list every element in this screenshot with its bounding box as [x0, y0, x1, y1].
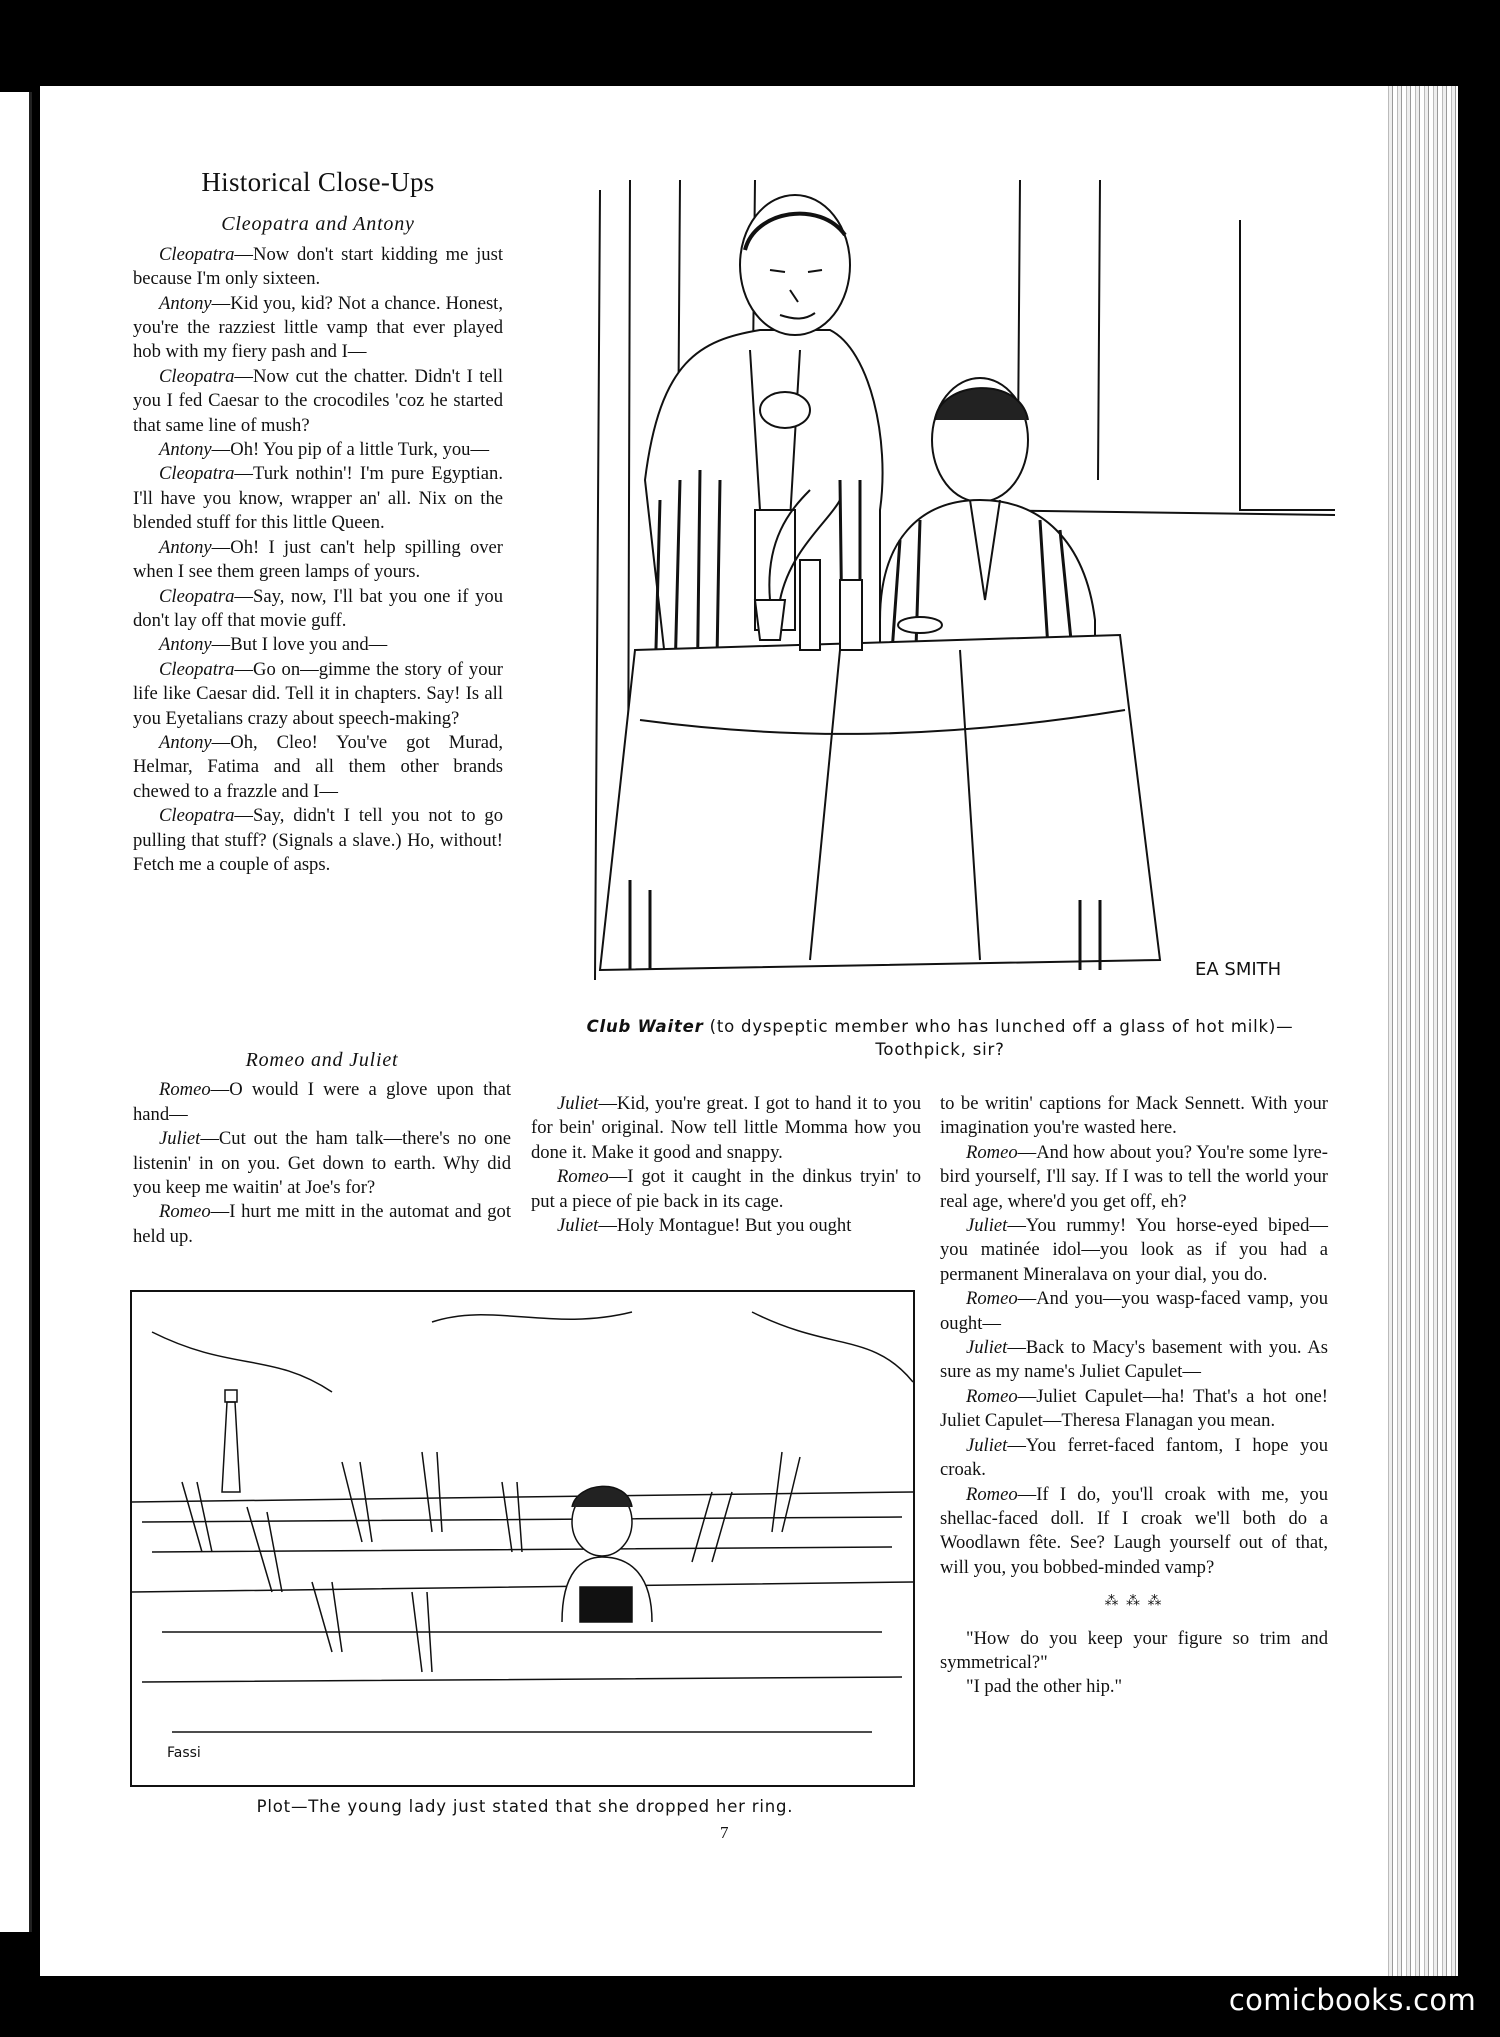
- section-divider-stars: ⁂ ⁂ ⁂: [1104, 1594, 1164, 1610]
- speaker-name: Juliet: [966, 1215, 1008, 1237]
- speaker-name: Antony: [159, 292, 212, 314]
- caption-speaker: Club Waiter: [586, 1017, 704, 1036]
- dialogue-romeo-juliet-part3: [940, 1141, 1328, 1580]
- dialogue-line: [531, 1092, 921, 1165]
- dialogue-text: —O would I were a glove upon that hand—: [133, 1079, 511, 1125]
- dialogue-text: —Oh! I just can't help spilling over when I see them green lamps of yours.: [133, 536, 503, 583]
- dialogue-text: —Holy Montague! But you ought: [598, 1215, 852, 1237]
- site-watermark: comicbooks.com: [1228, 1983, 1476, 2017]
- speaker-name: Romeo: [159, 1201, 211, 1223]
- dialogue-line: [133, 804, 503, 877]
- speaker-name: Romeo: [966, 1288, 1018, 1310]
- speaker-name: Antony: [159, 731, 212, 753]
- dialogue-text: —Now cut the chatter. Didn't I tell you I fed Caesar to the crocodiles 'coz he started that same line of mush?: [133, 365, 503, 436]
- speaker-name: Romeo: [966, 1483, 1018, 1505]
- speaker-name: Juliet: [557, 1215, 599, 1237]
- dialogue-line: [133, 462, 503, 535]
- club-waiter-drawing: [540, 180, 1335, 1005]
- dialogue-text: —Now don't start kidding me just because I'm only sixteen.: [133, 243, 503, 290]
- dialogue-line: [940, 1336, 1328, 1385]
- speaker-name: Cleopatra: [159, 805, 235, 827]
- speaker-name: Antony: [159, 536, 212, 558]
- dialogue-line: [940, 1287, 1328, 1336]
- section-title-cleopatra: Cleopatra and Antony: [221, 213, 415, 236]
- speaker-name: Cleopatra: [159, 463, 235, 485]
- dialogue-text: —You rummy! You horse-eyed biped—you matinée idol—you look as if you had a permanent Mineralava on your dial, you do.: [940, 1215, 1328, 1285]
- dialogue-line: [133, 658, 503, 731]
- dialogue-romeo-juliet-part1: [133, 1078, 511, 1249]
- speaker-name: Romeo: [966, 1385, 1018, 1407]
- caption-punchline: Toothpick, sir?: [875, 1040, 1005, 1059]
- article-column-1: [133, 167, 503, 877]
- article-column-2: [531, 1092, 921, 1238]
- speaker-name: Juliet: [966, 1434, 1008, 1456]
- dialogue-line: [133, 438, 503, 462]
- dialogue-text: —Go on—gimme the story of your life like Caesar did. Tell it in chapters. Say! Is all you Eyetalians crazy about speech-making?: [133, 658, 503, 729]
- dialogue-line: [940, 1214, 1328, 1287]
- speaker-name: Antony: [159, 439, 212, 461]
- dialogue-line: [531, 1165, 921, 1214]
- dialogue-cleopatra-antony: [133, 243, 503, 878]
- dialogue-line: [531, 1214, 921, 1238]
- dialogue-text: —And you—you wasp-faced vamp, you ought—: [940, 1288, 1328, 1334]
- artist-signature-1: EA SMITH: [1195, 959, 1282, 980]
- dialogue-text: —Oh, Cleo! You've got Murad, Helmar, Fatima and all them other brands chewed to a frazzle and I—: [133, 731, 503, 802]
- dialogue-line: [133, 633, 503, 657]
- speaker-name: Romeo: [159, 1079, 211, 1101]
- dialogue-text: —Kid you, kid? Not a chance. Honest, you're the razziest little vamp that ever played hob with my fiery pash and I—: [133, 292, 503, 363]
- speaker-name: Cleopatra: [159, 658, 235, 680]
- speaker-name: Juliet: [557, 1093, 599, 1114]
- dialogue-text: —Juliet Capulet—ha! That's a hot one! Juliet Capulet—Theresa Flanagan you mean.: [940, 1385, 1328, 1432]
- dialogue-line: [133, 1078, 511, 1127]
- page-stack-edge: [1384, 86, 1458, 1976]
- speaker-name: Cleopatra: [159, 365, 235, 387]
- dialogue-text: —Back to Macy's basement with you. As sure as my name's Juliet Capulet—: [940, 1337, 1328, 1383]
- joke: [940, 1627, 1328, 1700]
- dialogue-line: [940, 1385, 1328, 1434]
- dialogue-line: [940, 1434, 1328, 1483]
- continued-line: to be writin' captions for Mack Sennett. With your imagination you're wasted here.: [940, 1093, 1328, 1139]
- facing-page-edge: [0, 92, 32, 1932]
- dialogue-romeo-juliet-part2: [531, 1092, 921, 1238]
- club-waiter-illustration: [540, 180, 1335, 1005]
- article-title: Historical Close-Ups: [201, 167, 435, 197]
- dialogue-line: [133, 731, 503, 804]
- dialogue-text: —Turk nothin'! I'm pure Egyptian. I'll have you know, wrapper an' all. Nix on the blended stuff for this little Queen.: [133, 463, 503, 534]
- speaker-name: Romeo: [557, 1166, 609, 1188]
- dialogue-text: —Oh! You pip of a little Turk, you—: [211, 439, 490, 461]
- swimmers-caption: Plot—The young lady just stated that she dropped her ring.: [256, 1797, 794, 1816]
- speaker-name: Juliet: [159, 1128, 201, 1150]
- dialogue-text: —You ferret-faced fantom, I hope you croak.: [940, 1434, 1328, 1481]
- speaker-name: Antony: [159, 634, 212, 656]
- dialogue-text: —And how about you? You're some lyre-bird yourself, I'll say. If I was to tell the world your real age, where'd you get off, eh?: [940, 1141, 1328, 1212]
- dialogue-text: —But I love you and—: [211, 634, 388, 656]
- swimmers-illustration: [130, 1290, 915, 1787]
- speaker-name: Romeo: [966, 1141, 1018, 1163]
- dialogue-line: [133, 585, 503, 634]
- dialogue-line: [133, 365, 503, 438]
- swimmers-drawing: [132, 1292, 913, 1785]
- dialogue-line: [133, 243, 503, 292]
- dialogue-line: [940, 1141, 1328, 1214]
- dialogue-text: —Cut out the ham talk—there's no one listenin' in on you. Get down to earth. Why did you keep me waitin' at Joe's for?: [133, 1128, 511, 1199]
- speaker-name: Cleopatra: [159, 243, 235, 265]
- speaker-name: Cleopatra: [159, 585, 235, 607]
- dialogue-text: —If I do, you'll croak with me, you shellac-faced doll. If I croak we'll both do a Woodlawn fête. See? Laugh yourself out of that, will you, you bobbed-minded vamp?: [940, 1483, 1328, 1578]
- joke-answer: "I pad the other hip.": [966, 1676, 1123, 1698]
- section-title-romeo: Romeo and Juliet: [245, 1049, 399, 1071]
- dialogue-text: —Say, didn't I tell you not to go pulling that stuff? (Signals a slave.) Ho, without! Fetch me a couple of asps.: [133, 805, 503, 875]
- joke-question: "How do you keep your figure so trim and symmetrical?": [940, 1627, 1328, 1673]
- article-column-1b: [133, 1048, 511, 1249]
- dialogue-text: —I hurt me mitt in the automat and got held up.: [133, 1201, 511, 1247]
- page-number: 7: [720, 1823, 729, 1842]
- club-waiter-caption: [520, 1015, 1360, 1061]
- speaker-name: Juliet: [966, 1337, 1008, 1359]
- dialogue-text: —I got it caught in the dinkus tryin' to put a piece of pie back in its cage.: [531, 1166, 921, 1212]
- dialogue-line: [133, 536, 503, 585]
- dialogue-text: —Kid, you're great. I got to hand it to you for bein' original. Now tell little Momma how you done it. Make it good and snappy.: [531, 1093, 921, 1163]
- dialogue-line: [940, 1483, 1328, 1581]
- dialogue-line: [133, 292, 503, 365]
- dialogue-text: —Say, now, I'll bat you one if you don't lay off that movie guff.: [133, 585, 503, 631]
- dialogue-line: [133, 1127, 511, 1200]
- caption-text: (to dyspeptic member who has lunched off a glass of hot milk)—: [703, 1017, 1294, 1036]
- dialogue-line: [133, 1200, 511, 1249]
- artist-signature-2: Fassi: [167, 1745, 201, 1761]
- article-column-3: [940, 1092, 1328, 1700]
